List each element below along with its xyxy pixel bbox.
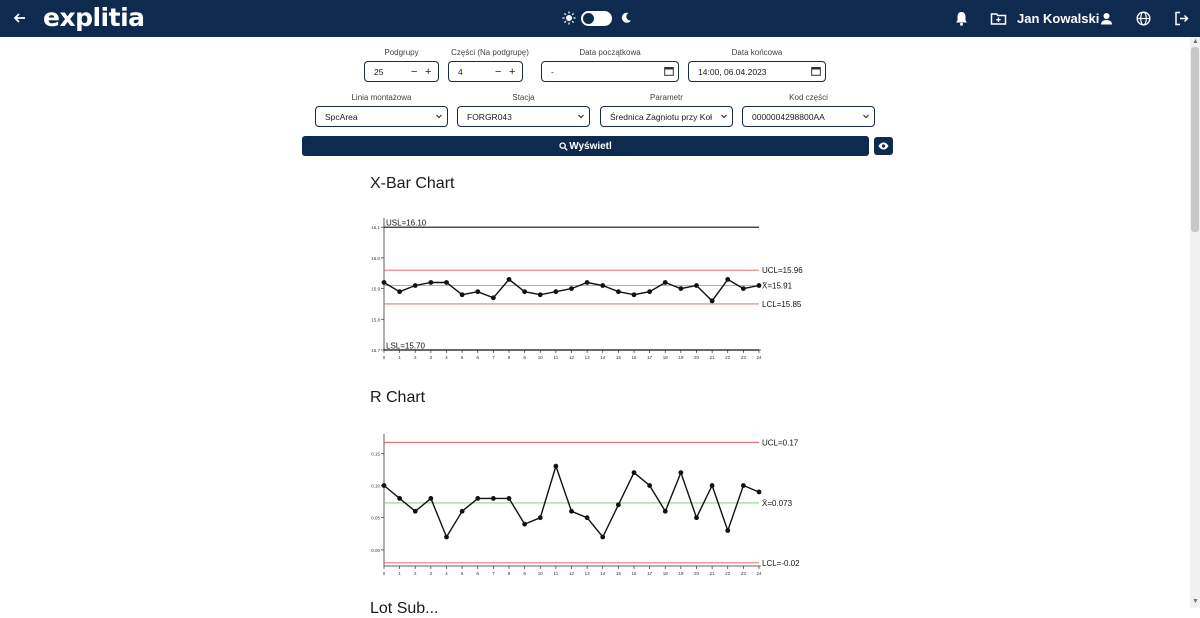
linia-label: Linia montażowa bbox=[351, 93, 412, 102]
limit-label: UCL=15.96 bbox=[762, 266, 803, 276]
data-point bbox=[382, 483, 387, 488]
data-point bbox=[569, 286, 574, 291]
x-tick-label: 0 bbox=[382, 355, 386, 360]
globe-icon[interactable] bbox=[1135, 10, 1152, 27]
x-tick-label: 15 bbox=[615, 571, 621, 576]
parametr-label: Parametr bbox=[650, 93, 683, 102]
data-point bbox=[647, 289, 652, 294]
x-tick-label: 23 bbox=[740, 355, 746, 360]
x-tick-label: 12 bbox=[568, 355, 575, 360]
x-tick-label: 8 bbox=[507, 355, 511, 360]
data-point bbox=[757, 283, 762, 288]
start-date-input[interactable] bbox=[541, 61, 679, 82]
x-tick-label: 16 bbox=[631, 355, 637, 360]
data-point bbox=[491, 295, 496, 300]
data-point bbox=[522, 289, 527, 294]
limit-label: UCL=0.17 bbox=[762, 438, 799, 448]
data-point bbox=[632, 292, 637, 297]
podgrupy-value[interactable]: 25 bbox=[374, 66, 384, 77]
search-icon bbox=[559, 142, 568, 151]
limit-label: LCL=15.85 bbox=[762, 299, 802, 309]
scroll-down-icon[interactable]: ▼ bbox=[1192, 598, 1199, 605]
toggle-knob bbox=[583, 13, 594, 24]
x-tick-label: 3 bbox=[429, 355, 433, 360]
x-tick-label: 1 bbox=[398, 355, 401, 360]
x-tick-label: 0 bbox=[382, 571, 386, 576]
x-tick-label: 24 bbox=[756, 571, 762, 576]
xbar-chart bbox=[360, 210, 820, 375]
data-point bbox=[522, 522, 527, 527]
kod-select[interactable] bbox=[742, 106, 875, 127]
stacja-select[interactable] bbox=[457, 106, 590, 127]
data-koncowa-label: Data końcowa bbox=[731, 48, 783, 57]
data-point bbox=[678, 470, 683, 475]
x-tick-label: 11 bbox=[553, 571, 559, 576]
x-tick-label: 10 bbox=[537, 355, 543, 360]
calendar-icon[interactable] bbox=[664, 66, 674, 76]
plus-icon[interactable]: + bbox=[425, 66, 432, 78]
data-point bbox=[397, 496, 402, 501]
y-tick-label: 15.7 bbox=[371, 348, 380, 353]
data-point bbox=[397, 289, 402, 294]
r-chart-title: R Chart bbox=[370, 389, 426, 406]
x-tick-label: 21 bbox=[709, 571, 715, 576]
x-tick-label: 16 bbox=[631, 571, 637, 576]
data-point bbox=[757, 490, 762, 495]
podgrupy-label: Podgrupy bbox=[384, 48, 419, 57]
data-point bbox=[600, 283, 605, 288]
x-tick-label: 17 bbox=[647, 571, 653, 576]
x-tick-label: 5 bbox=[460, 571, 464, 576]
minus-icon[interactable]: − bbox=[495, 66, 502, 78]
data-poczatkowa-label: Data początkowa bbox=[579, 48, 641, 57]
x-tick-label: 4 bbox=[445, 355, 448, 360]
y-tick-label: 0.05 bbox=[371, 515, 380, 521]
linia-value[interactable]: SpcArea bbox=[325, 111, 358, 122]
logout-icon[interactable] bbox=[1173, 10, 1190, 27]
kod-label: Kod części bbox=[789, 93, 828, 102]
data-point bbox=[475, 289, 480, 294]
x-tick-label: 10 bbox=[537, 571, 543, 576]
czesci-label: Części (Na podgrupę) bbox=[451, 48, 529, 57]
data-point bbox=[553, 289, 558, 294]
y-tick-label: 15.9 bbox=[371, 286, 380, 292]
x-tick-label: 9 bbox=[523, 571, 526, 576]
x-tick-label: 19 bbox=[678, 571, 684, 576]
x-tick-label: 13 bbox=[584, 355, 590, 360]
data-point bbox=[647, 483, 652, 488]
top-navigation-bar bbox=[0, 0, 1200, 37]
x-tick-label: 6 bbox=[476, 355, 480, 360]
minus-icon[interactable]: − bbox=[411, 66, 418, 78]
series-line bbox=[384, 466, 759, 537]
chevron-down-icon bbox=[577, 112, 585, 120]
x-tick-label: 22 bbox=[725, 355, 731, 360]
eye-button[interactable] bbox=[874, 137, 893, 155]
data-point bbox=[538, 515, 543, 520]
calendar-icon[interactable] bbox=[811, 66, 821, 76]
data-point bbox=[663, 280, 668, 285]
chevron-down-icon bbox=[435, 112, 443, 120]
data-point bbox=[694, 283, 699, 288]
x-tick-label: 14 bbox=[600, 571, 606, 576]
kod-value[interactable]: 0000004298800AA bbox=[752, 111, 825, 122]
show-button[interactable] bbox=[302, 136, 869, 156]
data-point bbox=[632, 470, 637, 475]
plus-icon[interactable]: + bbox=[509, 66, 516, 78]
x-tick-label: 20 bbox=[693, 571, 700, 576]
start-date-value[interactable]: - bbox=[551, 66, 554, 77]
x-tick-label: 3 bbox=[429, 571, 433, 576]
limit-label: LCL=-0.02 bbox=[762, 558, 800, 568]
czesci-value[interactable]: 4 bbox=[458, 66, 463, 77]
x-tick-label: 23 bbox=[740, 571, 746, 576]
data-point bbox=[741, 483, 746, 488]
page-scrollbar[interactable] bbox=[1190, 37, 1200, 608]
data-point bbox=[710, 483, 715, 488]
stacja-value[interactable]: FORGR043 bbox=[467, 111, 512, 122]
x-tick-label: 14 bbox=[600, 355, 606, 360]
x-tick-label: 6 bbox=[476, 571, 480, 576]
limit-label: X̄=15.91 bbox=[762, 281, 793, 291]
data-point bbox=[428, 280, 433, 285]
data-point bbox=[569, 509, 574, 514]
x-tick-label: 1 bbox=[398, 571, 401, 576]
x-tick-label: 18 bbox=[662, 571, 668, 576]
data-point bbox=[491, 496, 496, 501]
data-point bbox=[710, 298, 715, 303]
show-button-label: Wyświetl bbox=[569, 140, 612, 152]
x-tick-label: 24 bbox=[756, 355, 762, 360]
end-date-value[interactable]: 14:00, 06.04.2023 bbox=[698, 66, 767, 77]
linia-select[interactable] bbox=[315, 106, 448, 127]
x-tick-label: 20 bbox=[693, 355, 700, 360]
user-name[interactable]: Jan Kowalski bbox=[1017, 11, 1100, 26]
back-arrow-icon[interactable] bbox=[10, 8, 30, 28]
data-point bbox=[428, 496, 433, 501]
x-tick-label: 13 bbox=[584, 571, 590, 576]
data-point bbox=[616, 289, 621, 294]
chevron-down-icon bbox=[862, 112, 870, 120]
data-point bbox=[725, 277, 730, 282]
data-point bbox=[553, 464, 558, 469]
folder-icon[interactable] bbox=[990, 10, 1007, 27]
x-tick-label: 4 bbox=[445, 571, 448, 576]
limit-label: USL=16.10 bbox=[386, 218, 427, 228]
user-icon[interactable] bbox=[1098, 10, 1115, 27]
limit-label: X̄=0.073 bbox=[762, 498, 793, 508]
x-tick-label: 5 bbox=[460, 355, 464, 360]
data-point bbox=[741, 286, 746, 291]
podgrupy-stepper[interactable] bbox=[364, 61, 439, 82]
x-tick-label: 22 bbox=[725, 571, 731, 576]
data-point bbox=[475, 496, 480, 501]
y-tick-label: 0.15 bbox=[371, 451, 380, 457]
scrollbar-thumb[interactable] bbox=[1191, 47, 1199, 232]
theme-toggle[interactable] bbox=[581, 11, 612, 26]
data-point bbox=[538, 292, 543, 297]
data-point bbox=[444, 280, 449, 285]
x-tick-label: 19 bbox=[678, 355, 684, 360]
x-tick-label: 15 bbox=[615, 355, 621, 360]
y-tick-label: 15.8 bbox=[371, 317, 380, 323]
x-tick-label: 2 bbox=[413, 571, 417, 576]
x-tick-label: 21 bbox=[709, 355, 715, 360]
stacja-label: Stacja bbox=[512, 93, 535, 102]
data-point bbox=[725, 528, 730, 533]
x-tick-label: 7 bbox=[492, 571, 495, 576]
moon-icon bbox=[619, 11, 633, 25]
limit-label: LSL=15.70 bbox=[386, 341, 425, 351]
end-date-input[interactable] bbox=[688, 61, 826, 82]
y-tick-label: 16.1 bbox=[371, 225, 380, 231]
data-point bbox=[444, 535, 449, 540]
data-point bbox=[382, 280, 387, 285]
y-tick-label: 0.10 bbox=[371, 483, 380, 489]
data-point bbox=[460, 509, 465, 514]
parametr-select[interactable] bbox=[600, 106, 733, 127]
scroll-up-icon[interactable]: ▲ bbox=[1192, 38, 1199, 45]
data-point bbox=[585, 515, 590, 520]
chevron-down-icon bbox=[720, 112, 728, 120]
x-tick-label: 17 bbox=[647, 355, 653, 360]
y-tick-label: 16.0 bbox=[371, 255, 380, 261]
app-logo[interactable]: explitia bbox=[43, 3, 145, 32]
bell-icon[interactable] bbox=[953, 10, 970, 27]
data-point bbox=[600, 535, 605, 540]
x-tick-label: 9 bbox=[523, 355, 526, 360]
data-point bbox=[413, 509, 418, 514]
sun-icon bbox=[562, 11, 576, 25]
xbar-chart-title: X-Bar Chart bbox=[370, 175, 455, 192]
y-tick-label: 0.00 bbox=[371, 547, 380, 553]
data-point bbox=[694, 515, 699, 520]
data-point bbox=[663, 509, 668, 514]
next-chart-title: Lot Sub... bbox=[370, 600, 439, 617]
x-tick-label: 11 bbox=[553, 355, 559, 360]
data-point bbox=[413, 283, 418, 288]
r-chart bbox=[360, 426, 820, 586]
x-tick-label: 8 bbox=[507, 571, 511, 576]
x-tick-label: 2 bbox=[413, 355, 417, 360]
data-point bbox=[507, 277, 512, 282]
eye-icon bbox=[874, 137, 893, 155]
czesci-stepper[interactable] bbox=[448, 61, 523, 82]
data-point bbox=[585, 280, 590, 285]
data-point bbox=[460, 292, 465, 297]
x-tick-label: 7 bbox=[492, 355, 495, 360]
x-tick-label: 18 bbox=[662, 355, 668, 360]
data-point bbox=[616, 502, 621, 507]
data-point bbox=[507, 496, 512, 501]
x-tick-label: 12 bbox=[568, 571, 575, 576]
parametr-value[interactable]: Średnica Zagniotu przy Koł bbox=[610, 111, 713, 122]
data-point bbox=[678, 286, 683, 291]
